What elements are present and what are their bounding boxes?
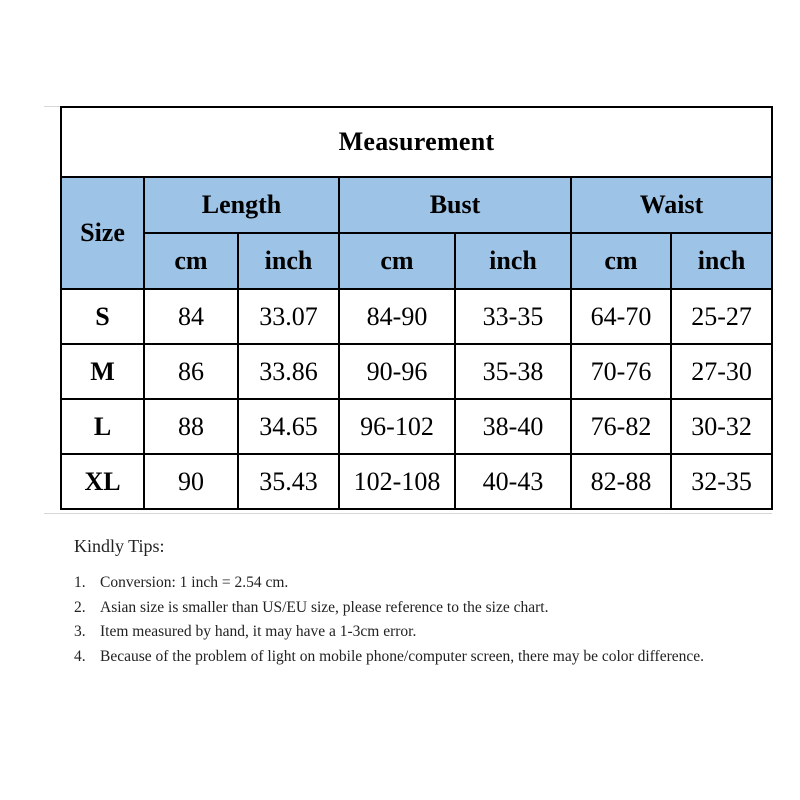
waist-cm-cell: 64-70 xyxy=(571,289,671,344)
table-row xyxy=(61,289,772,344)
bust-group-header: Bust xyxy=(339,177,571,233)
bust-inch-cell: 40-43 xyxy=(455,454,571,509)
bust-cm-cell: 96-102 xyxy=(339,399,455,454)
list-item xyxy=(74,571,754,596)
waist-cm-cell: 82-88 xyxy=(571,454,671,509)
waist-cm-cell: 76-82 xyxy=(571,399,671,454)
table-title: Measurement xyxy=(61,107,772,177)
length-inch-header: inch xyxy=(238,233,339,289)
tip-text: Because of the problem of light on mobile phone/computer screen, there may be color difference. xyxy=(100,647,704,665)
waist-cm-cell: 70-76 xyxy=(571,344,671,399)
tip-number: 1. xyxy=(74,574,86,591)
bust-inch-cell: 33-35 xyxy=(455,289,571,344)
size-column-header: Size xyxy=(61,177,144,289)
length-cm-cell: 84 xyxy=(144,289,238,344)
bottom-guide-line xyxy=(44,513,772,514)
bust-cm-cell: 102-108 xyxy=(339,454,455,509)
waist-inch-cell: 32-35 xyxy=(671,454,772,509)
length-cm-cell: 86 xyxy=(144,344,238,399)
waist-group-header: Waist xyxy=(571,177,772,233)
tips-title: Kindly Tips: xyxy=(74,536,165,556)
waist-inch-cell: 27-30 xyxy=(671,344,772,399)
size-chart-table xyxy=(60,106,773,510)
tip-number: 3. xyxy=(74,623,86,640)
length-cm-cell: 88 xyxy=(144,399,238,454)
waist-inch-cell: 25-27 xyxy=(671,289,772,344)
bust-cm-cell: 90-96 xyxy=(339,344,455,399)
waist-inch-header: inch xyxy=(671,233,772,289)
tip-number: 4. xyxy=(74,647,86,665)
length-cm-header: cm xyxy=(144,233,238,289)
waist-inch-cell: 30-32 xyxy=(671,399,772,454)
length-inch-cell: 33.07 xyxy=(238,289,339,344)
tip-number: 2. xyxy=(74,598,86,616)
bust-inch-header: inch xyxy=(455,233,571,289)
bust-inch-cell: 35-38 xyxy=(455,344,571,399)
length-inch-cell: 34.65 xyxy=(238,399,339,454)
tip-text: Conversion: 1 inch = 2.54 cm. xyxy=(100,574,289,591)
table-row xyxy=(61,454,772,509)
table-row xyxy=(61,344,772,399)
waist-cm-header: cm xyxy=(571,233,671,289)
tip-text: Item measured by hand, it may have a 1-3cm error. xyxy=(100,623,417,640)
length-inch-cell: 33.86 xyxy=(238,344,339,399)
bust-cm-cell: 84-90 xyxy=(339,289,455,344)
length-group-header: Length xyxy=(144,177,339,233)
tip-text: Asian size is smaller than US/EU size, please reference to the size chart. xyxy=(100,598,549,616)
size-label: M xyxy=(61,344,144,399)
size-label: S xyxy=(61,289,144,344)
bust-inch-cell: 38-40 xyxy=(455,399,571,454)
size-label: XL xyxy=(61,454,144,509)
length-inch-cell: 35.43 xyxy=(238,454,339,509)
bust-cm-header: cm xyxy=(339,233,455,289)
length-cm-cell: 90 xyxy=(144,454,238,509)
list-item xyxy=(74,620,754,645)
list-item xyxy=(74,596,754,621)
tips-list xyxy=(74,571,754,669)
size-label: L xyxy=(61,399,144,454)
kindly-tips xyxy=(74,536,754,669)
list-item xyxy=(74,645,754,670)
table-row xyxy=(61,399,772,454)
